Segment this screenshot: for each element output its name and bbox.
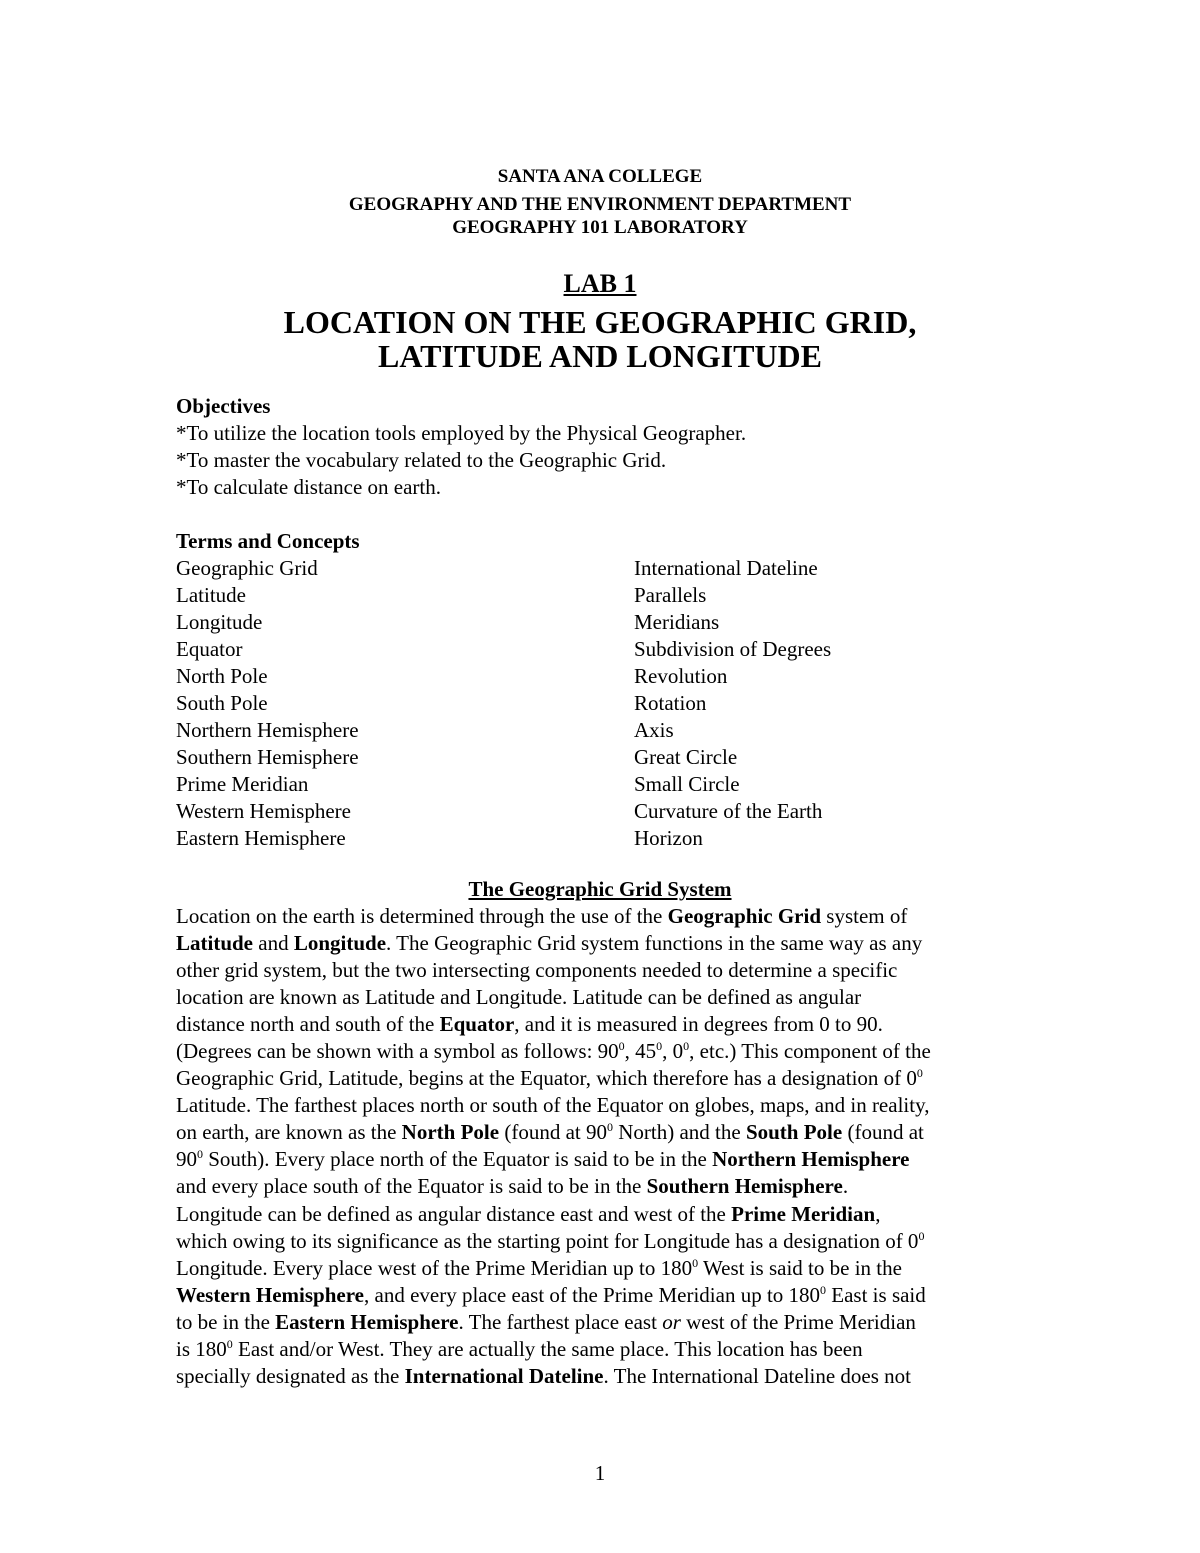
- paragraph-line: [176, 957, 1036, 984]
- term-item: North Pole: [176, 664, 268, 688]
- paragraph-line: [176, 1255, 1036, 1282]
- text-run: Longitude. Every place west of the Prime Meridian up to 180: [176, 1255, 693, 1280]
- text-run: (found at: [842, 1120, 924, 1145]
- text-run: , 0: [662, 1039, 684, 1064]
- degree-superscript: 0: [656, 1039, 663, 1054]
- text-run: .: [842, 1174, 849, 1199]
- terms-list-left: [176, 555, 359, 852]
- text-run: Longitude can be defined as angular distance east and west of the: [176, 1201, 732, 1226]
- term-item: Horizon: [634, 826, 703, 850]
- degree-superscript: 0: [918, 1228, 925, 1243]
- objective-item: *To master the vocabulary related to the Geographic Grid.: [176, 448, 667, 472]
- text-run: (Degrees can be shown with a symbol as follows: 90: [176, 1039, 619, 1064]
- term-item: Subdivision of Degrees: [634, 637, 832, 661]
- text-run: . The International Dateline does not: [603, 1363, 912, 1388]
- text-run: Latitude. The farthest places north or south of the Equator on globes, maps, and in reality,: [176, 1093, 930, 1118]
- text-run: system of: [821, 904, 908, 928]
- term-item: Equator: [176, 637, 243, 661]
- term-item: Revolution: [634, 664, 728, 688]
- term-item: Axis: [634, 718, 674, 742]
- term-item: Rotation: [634, 691, 707, 715]
- degree-superscript: 0: [820, 1282, 827, 1297]
- paragraph-line: [176, 1038, 1036, 1065]
- text-run: which owing to its significance as the starting point for Longitude has a designation of 0: [176, 1228, 919, 1253]
- text-run: (found at 90: [499, 1120, 607, 1145]
- paragraph-line: [176, 903, 1036, 930]
- degree-superscript: 0: [606, 1120, 613, 1135]
- paragraph-line: [176, 1065, 1036, 1092]
- text-run: Geographic Grid, Latitude, begins at the Equator, which therefore has a designation of 0: [176, 1066, 917, 1091]
- text-run: Location on the earth is determined through the use of the: [176, 904, 668, 928]
- bold-term: Geographic Grid: [667, 904, 822, 928]
- text-run: is 180: [176, 1336, 227, 1361]
- lab-title-line-1: LOCATION ON THE GEOGRAPHIC GRID,: [283, 304, 917, 340]
- objective-item: *To calculate distance on earth.: [176, 475, 441, 499]
- bold-term: Western Hemisphere: [176, 1282, 364, 1307]
- text-run: . The farthest place east: [458, 1309, 663, 1334]
- paragraph-line: [176, 1201, 1036, 1228]
- grid-system-heading: The Geographic Grid System: [468, 877, 732, 901]
- paragraph-line: [176, 1119, 1036, 1146]
- text-run: , and every place east of the Prime Meridian up to 180: [364, 1282, 821, 1307]
- paragraph-line: [176, 1282, 1036, 1309]
- term-item: Curvature of the Earth: [634, 799, 823, 823]
- term-item: South Pole: [176, 691, 268, 715]
- paragraph-line: [176, 1146, 1036, 1173]
- paragraph-line: [176, 930, 1036, 957]
- text-run: location are known as Latitude and Longitude. Latitude can be defined as angular: [176, 985, 862, 1010]
- bold-term: International Dateline: [404, 1363, 604, 1388]
- term-item: Southern Hemisphere: [176, 745, 359, 769]
- course-name: GEOGRAPHY 101 LABORATORY: [452, 217, 748, 238]
- lab-number: LAB 1: [563, 269, 637, 298]
- bold-term: South Pole: [745, 1120, 843, 1145]
- paragraph-line: [176, 1173, 1036, 1200]
- term-item: Western Hemisphere: [176, 799, 351, 823]
- text-run: to be in the: [176, 1309, 276, 1334]
- department-name: GEOGRAPHY AND THE ENVIRONMENT DEPARTMENT: [348, 194, 852, 215]
- text-run: . The Geographic Grid system functions in the same way as any: [386, 931, 923, 956]
- bold-term: North Pole: [401, 1120, 500, 1145]
- grid-system-paragraph: [176, 903, 1036, 1390]
- paragraph-line: [176, 1228, 1036, 1255]
- text-run: , and it is measured in degrees from 0 to 90.: [514, 1012, 883, 1037]
- term-item: Prime Meridian: [176, 772, 309, 796]
- paragraph-line: [176, 1011, 1036, 1038]
- text-run: 90: [176, 1147, 197, 1172]
- term-item: Meridians: [634, 610, 720, 634]
- text-run: west of the Prime Meridian: [680, 1309, 916, 1334]
- text-run: other grid system, but the two intersecting components needed to determine a specific: [176, 958, 898, 983]
- lab-title-line-2: LATITUDE AND LONGITUDE: [378, 338, 822, 374]
- term-item: Latitude: [176, 583, 246, 607]
- paragraph-line: [176, 1336, 1036, 1363]
- text-run: West is said to be in the: [698, 1255, 902, 1280]
- degree-superscript: 0: [683, 1039, 690, 1054]
- text-run: East and/or West. They are actually the same place. This location has been: [232, 1336, 863, 1361]
- terms-list-right: [634, 555, 831, 852]
- bold-term: Latitude: [176, 931, 254, 956]
- text-run: distance north and south of the: [176, 1012, 440, 1037]
- degree-superscript: 0: [226, 1336, 233, 1351]
- text-run: ,: [875, 1201, 881, 1226]
- paragraph-line: [176, 1092, 1036, 1119]
- degree-superscript: 0: [692, 1255, 699, 1270]
- text-run: East is said: [826, 1282, 926, 1307]
- objectives-heading: Objectives: [176, 394, 271, 418]
- bold-term: Northern Hemisphere: [712, 1147, 910, 1172]
- text-run: , etc.) This component of the: [689, 1039, 931, 1064]
- bold-term: Eastern Hemisphere: [275, 1309, 459, 1334]
- paragraph-line: [176, 1309, 1036, 1336]
- college-name: SANTA ANA COLLEGE: [497, 166, 703, 187]
- term-item: International Dateline: [634, 556, 818, 580]
- text-run: South). Every place north of the Equator is said to be in the: [203, 1147, 713, 1172]
- page-number: 1: [594, 1461, 606, 1485]
- degree-superscript: 0: [197, 1147, 203, 1162]
- text-run: on earth, are known as the: [176, 1120, 402, 1145]
- objective-item: *To utilize the location tools employed by the Physical Geographer.: [176, 421, 747, 445]
- term-item: Eastern Hemisphere: [176, 826, 346, 850]
- degree-superscript: 0: [916, 1066, 923, 1081]
- text-run: specially designated as the: [176, 1363, 405, 1388]
- term-item: Northern Hemisphere: [176, 718, 359, 742]
- text-run: and: [253, 931, 294, 956]
- term-item: Longitude: [176, 610, 263, 634]
- bold-term: Southern Hemisphere: [646, 1174, 843, 1199]
- text-run: North) and the: [612, 1120, 746, 1145]
- paragraph-line: [176, 1363, 1036, 1390]
- terms-heading: Terms and Concepts: [176, 529, 360, 553]
- degree-superscript: 0: [618, 1039, 625, 1054]
- bold-term: Equator: [439, 1012, 515, 1037]
- term-item: Parallels: [634, 583, 707, 607]
- paragraph-line: [176, 984, 1036, 1011]
- bold-term: Longitude: [293, 931, 387, 956]
- term-item: Geographic Grid: [176, 556, 318, 580]
- italic-text: or: [662, 1309, 681, 1334]
- term-item: Small Circle: [634, 772, 740, 796]
- term-item: Great Circle: [634, 745, 738, 769]
- bold-term: Prime Meridian: [731, 1201, 876, 1226]
- text-run: and every place south of the Equator is said to be in the: [176, 1174, 647, 1199]
- text-run: , 45: [624, 1039, 657, 1064]
